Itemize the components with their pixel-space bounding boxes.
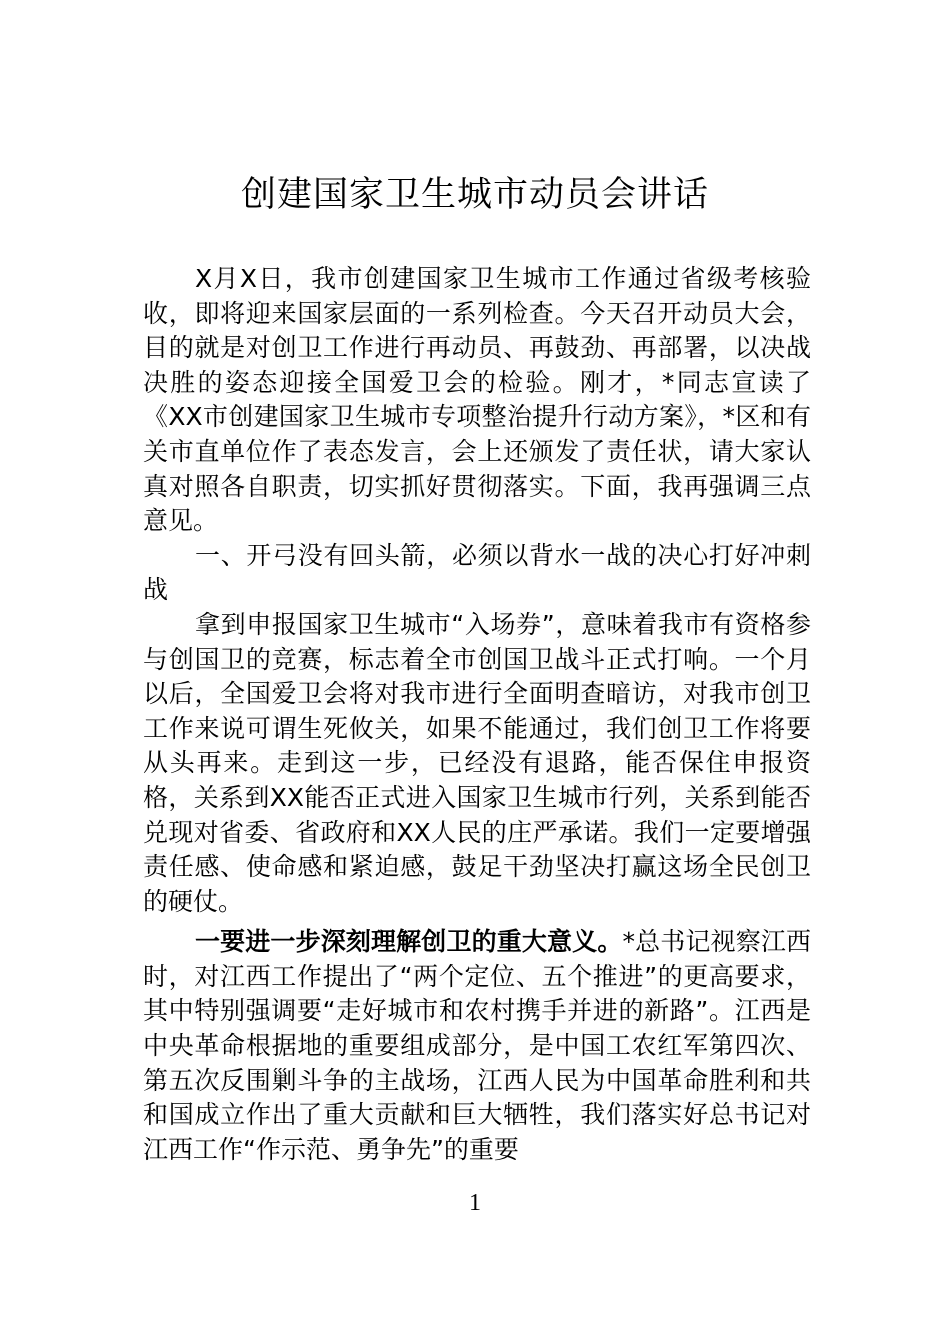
- section-heading-1: [143, 539, 811, 608]
- paragraph-section-1: [143, 608, 811, 919]
- paragraph-point-1: [143, 925, 811, 1167]
- paragraph-section-1-text: 拿到申报国家卫生城市“入场券”，意味着我市有资格参与创国卫的竞赛，标志着全市创国卫战斗正式打响。一个月以后，全国爱卫会将对我市进行全面明查暗访，对我市创卫工作来说可谓生死攸关，如果不能通过，我们创卫工作将要从头再来。走到这一步，已经没有退路，能否保住申报资格，关系到XX能否正式进入国家卫生城市行列，关系到能否兑现对省委、省政府和XX人民的庄严承诺。我们一定要增强责任感、使命感和紧迫感，鼓足干劲坚决打赢这场全民创卫的硬仗。: [143, 609, 811, 916]
- document-title: 创建国家卫生城市动员会讲话: [240, 175, 709, 215]
- section-heading-1-text: 一、开弓没有回头箭，必须以背水一战的决心打好冲刺战: [143, 540, 811, 605]
- paragraph-intro: [143, 262, 811, 539]
- page-number: 1: [469, 1190, 481, 1216]
- point-1-lead: 一要进一步深刻理解创卫的重大意义。: [195, 927, 623, 957]
- document-body: [143, 262, 811, 1167]
- point-1-text: *总书记视察江西时，对江西工作提出了“两个定位、五个推进”的更高要求，其中特别强调要“走好城市和农村携手并进的新路”。江西是中央革命根据地的重要组成部分，是中国工农红军第四次、第五次反围剿斗争的主战场，江西人民为中国革命胜利和共和国成立作出了重大贡献和巨大牺牲，我们落实好总书记对江西工作“作示范、勇争先”的重要: [143, 927, 811, 1164]
- paragraph-intro-text: X月X日，我市创建国家卫生城市工作通过省级考核验收，即将迎来国家层面的一系列检查。今天召开动员大会，目的就是对创卫工作进行再动员、再鼓劲、再部署，以决战决胜的姿态迎接全国爱卫会的检验。刚才，*同志宣读了《XX市创建国家卫生城市专项整治提升行动方案》，*区和有关市直单位作了表态发言，会上还颁发了责任状，请大家认真对照各自职责，切实抓好贯彻落实。下面，我再强调三点意见。: [143, 264, 811, 536]
